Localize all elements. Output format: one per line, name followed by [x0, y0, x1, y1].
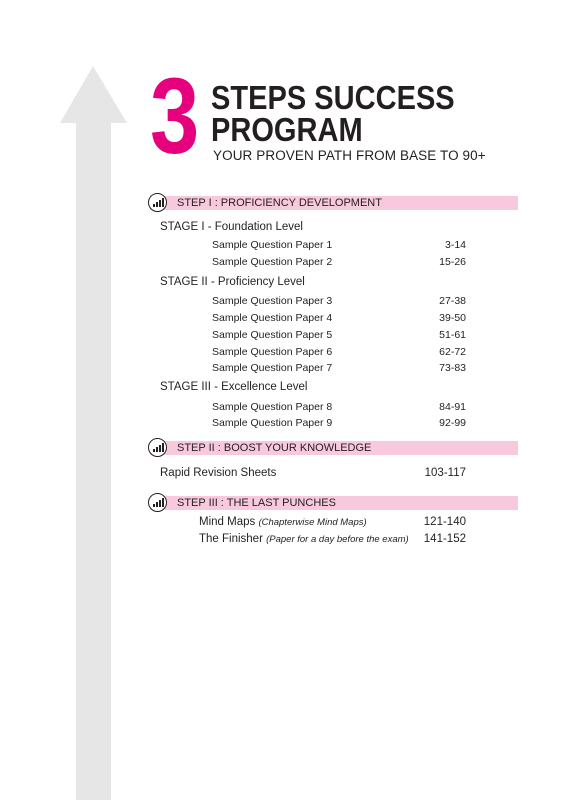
- title-line-1: STEPS SUCCESS: [211, 79, 455, 116]
- page-range: 3-14: [444, 239, 466, 251]
- page-range: 15-26: [439, 256, 466, 268]
- item-note: (Paper for a day before the exam): [266, 534, 409, 545]
- page-range: 73-83: [439, 362, 466, 374]
- list-item: [199, 533, 409, 545]
- hero-number: 3: [150, 55, 200, 176]
- page-range: 92-99: [439, 417, 466, 429]
- list-item: Sample Question Paper 7: [212, 362, 333, 374]
- bar-chart-icon: [148, 438, 167, 457]
- stage-1-heading: STAGE I - Foundation Level: [160, 221, 303, 233]
- list-item: Sample Question Paper 1: [212, 239, 333, 251]
- item-label: The Finisher: [199, 533, 267, 545]
- item-note: (Chapterwise Mind Maps): [258, 517, 367, 528]
- bar-chart-icon: [148, 493, 167, 512]
- stage-3-heading: STAGE III - Excellence Level: [160, 381, 308, 393]
- page-range: 103-117: [424, 467, 466, 479]
- page-subtitle: YOUR PROVEN PATH FROM BASE TO 90+: [213, 148, 486, 163]
- title-line-2: PROGRAM: [211, 111, 363, 148]
- list-item: Sample Question Paper 6: [212, 346, 333, 358]
- page-range: 84-91: [439, 401, 466, 413]
- page-range: 27-38: [439, 295, 466, 307]
- item-label: Mind Maps: [199, 516, 259, 528]
- step-2-label: STEP II : BOOST YOUR KNOWLEDGE: [177, 442, 372, 454]
- list-item: Rapid Revision Sheets: [160, 467, 277, 479]
- page-title: [211, 79, 455, 148]
- list-item: Sample Question Paper 5: [212, 329, 333, 341]
- step-3-label: STEP III : THE LAST PUNCHES: [177, 497, 336, 509]
- list-item: Sample Question Paper 4: [212, 312, 333, 324]
- page-range: 141-152: [423, 533, 466, 545]
- bar-chart-icon: [148, 193, 167, 212]
- step-1-label: STEP I : PROFICIENCY DEVELOPMENT: [177, 197, 382, 209]
- list-item: Sample Question Paper 8: [212, 401, 333, 413]
- stage-2-heading: STAGE II - Proficiency Level: [160, 276, 305, 288]
- page-range: 121-140: [423, 516, 466, 528]
- list-item: Sample Question Paper 2: [212, 256, 333, 268]
- list-item: Sample Question Paper 3: [212, 295, 333, 307]
- page-range: 51-61: [439, 329, 466, 341]
- page-range: 62-72: [439, 346, 466, 358]
- list-item: Sample Question Paper 9: [212, 417, 333, 429]
- list-item: [199, 516, 367, 528]
- page-range: 39-50: [439, 312, 466, 324]
